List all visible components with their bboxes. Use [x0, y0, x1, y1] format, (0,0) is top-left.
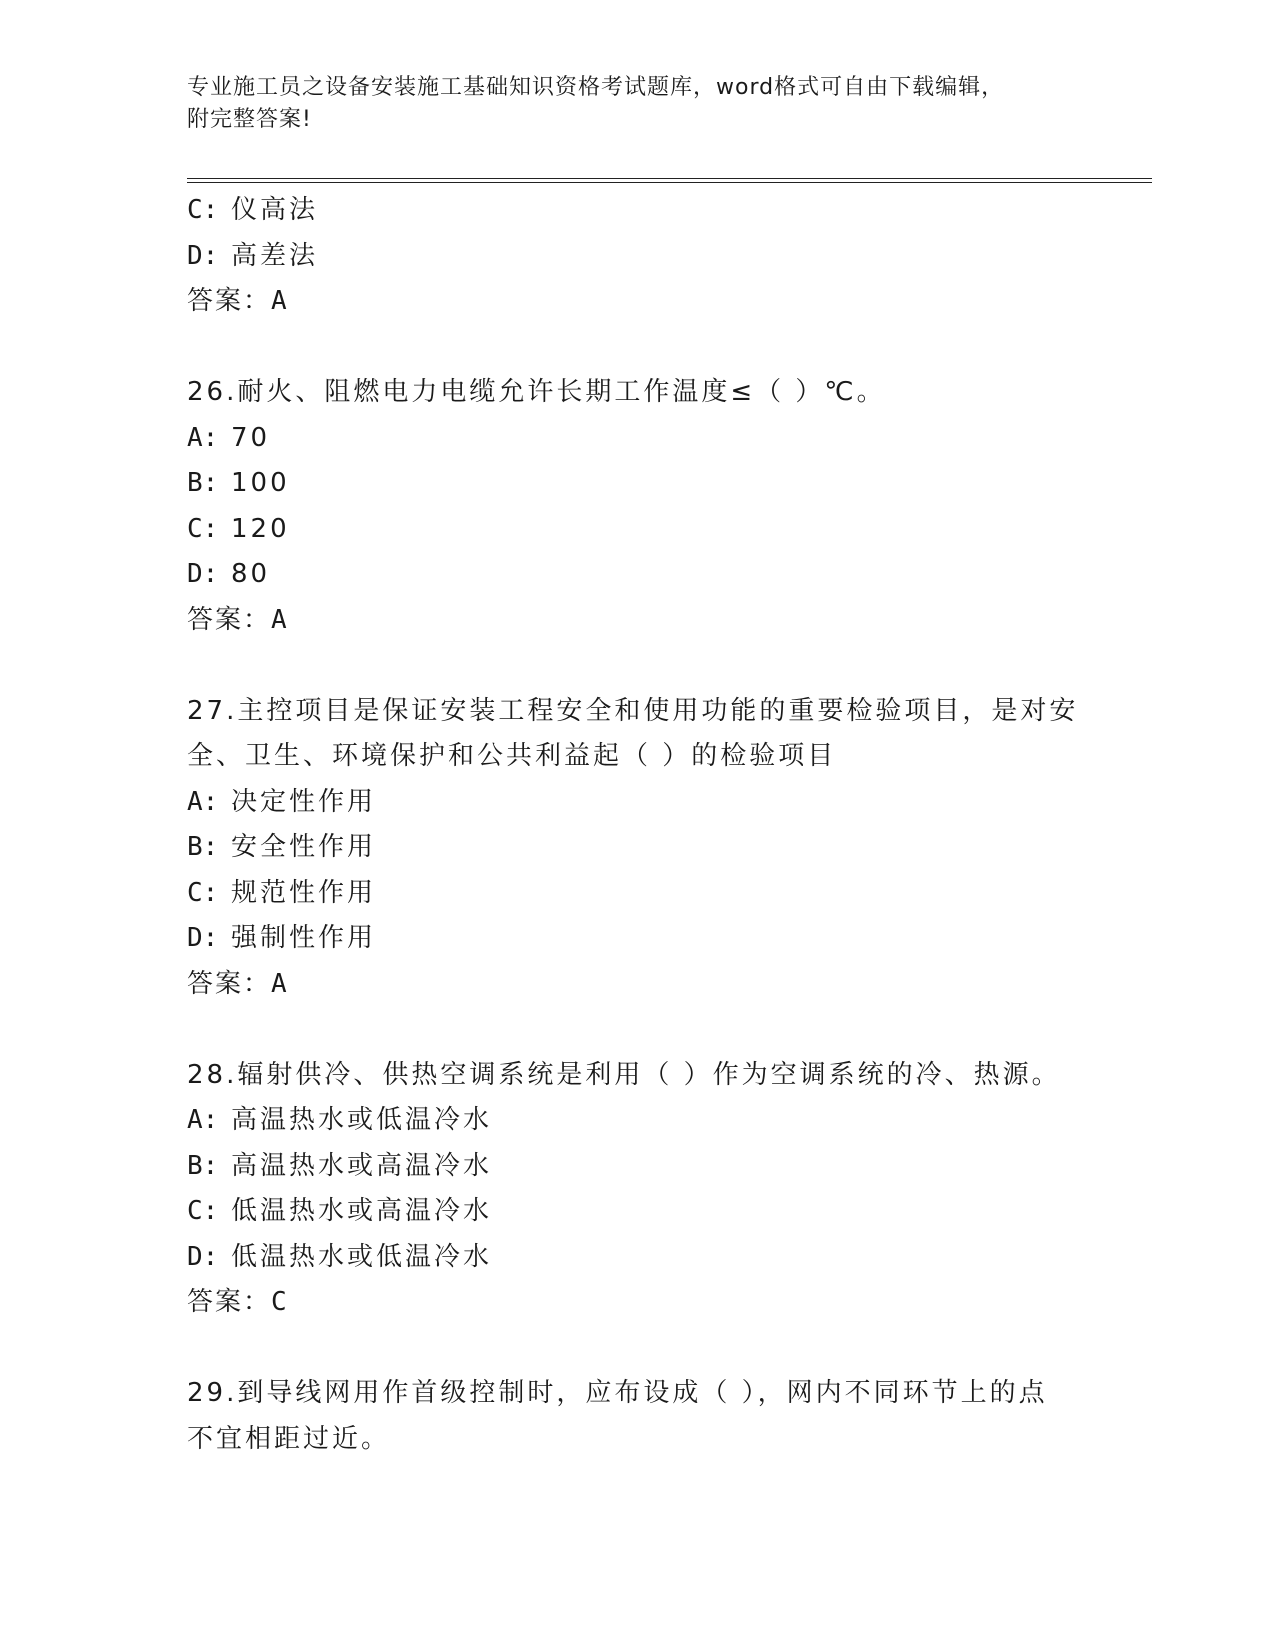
answer-value: A — [271, 286, 287, 316]
document-header — [187, 72, 1087, 136]
answer-value: A — [271, 604, 287, 635]
option-text: 100 — [231, 468, 290, 498]
answer-line — [187, 1280, 1087, 1326]
spacer — [187, 1326, 1087, 1372]
option-c — [187, 871, 1087, 917]
option-key: B: — [187, 1150, 219, 1181]
option-text: 规范性作用 — [231, 877, 377, 908]
option-d — [187, 1235, 1087, 1281]
option-b — [187, 1144, 1087, 1190]
option-text: 决定性作用 — [231, 786, 377, 817]
answer-line — [187, 279, 1087, 325]
answer-label: 答案： — [187, 286, 272, 316]
option-a — [187, 780, 1087, 826]
spacer — [187, 643, 1087, 689]
option-text: 高温热水或低温冷水 — [231, 1105, 493, 1135]
spacer — [187, 1007, 1087, 1053]
option-text: 70 — [231, 422, 271, 453]
question-block-26 — [187, 370, 1087, 643]
question-stem-line-2: 全、卫生、环境保护和公共利益起（ ）的检验项目 — [187, 741, 837, 771]
option-key: B: — [187, 468, 219, 498]
spacer — [187, 325, 1087, 371]
answer-label: 答案： — [187, 968, 272, 999]
option-a — [187, 416, 1087, 462]
option-d — [187, 916, 1087, 962]
option-text: 安全性作用 — [231, 832, 377, 862]
option-c — [187, 188, 1087, 234]
option-key: A: — [187, 786, 219, 817]
option-key: C: — [187, 513, 219, 544]
option-key: C: — [187, 1196, 219, 1226]
question-stem: 26.耐火、阻燃电力电缆允许长期工作温度≤（ ）℃。 — [187, 377, 886, 407]
option-d — [187, 234, 1087, 280]
answer-line — [187, 962, 1087, 1008]
option-text: 120 — [231, 513, 290, 544]
option-key: A: — [187, 422, 219, 453]
option-key: A: — [187, 1105, 219, 1135]
question-block-29 — [187, 1371, 1087, 1462]
option-text: 低温热水或高温冷水 — [231, 1196, 493, 1226]
header-divider-top — [187, 178, 1152, 179]
question-stem-line-1: 27.主控项目是保证安装工程安全和使用功能的重要检验项目，是对安 — [187, 695, 1079, 726]
option-c — [187, 1189, 1087, 1235]
option-text: 高温热水或高温冷水 — [231, 1150, 493, 1181]
option-text: 仪高法 — [231, 195, 319, 225]
answer-label: 答案： — [187, 604, 272, 635]
question-list — [187, 188, 1087, 1462]
option-text: 高差法 — [231, 240, 319, 271]
option-key: D: — [187, 923, 219, 953]
header-line-1: 专业施工员之设备安装施工基础知识资格考试题库，word格式可自由下载编辑， — [187, 75, 1005, 100]
answer-value: C — [271, 1287, 287, 1317]
option-b — [187, 461, 1087, 507]
header-divider-bottom — [187, 182, 1152, 183]
question-stem: 28.辐射供冷、供热空调系统是利用（ ）作为空调系统的冷、热源。 — [187, 1059, 1061, 1090]
option-text: 80 — [231, 559, 271, 589]
option-key: D: — [187, 240, 219, 271]
option-a — [187, 1098, 1087, 1144]
option-d — [187, 552, 1087, 598]
answer-line — [187, 598, 1087, 644]
option-b — [187, 825, 1087, 871]
question-stem-line-2: 不宜相距过近。 — [187, 1423, 391, 1454]
option-key: D: — [187, 1241, 219, 1272]
option-key: C: — [187, 877, 219, 908]
option-text: 低温热水或低温冷水 — [231, 1241, 493, 1272]
option-c — [187, 507, 1087, 553]
question-block-prev — [187, 188, 1087, 325]
option-text: 强制性作用 — [231, 923, 377, 953]
question-block-27 — [187, 689, 1087, 1008]
option-key: D: — [187, 559, 219, 589]
question-block-28 — [187, 1053, 1087, 1326]
answer-label: 答案： — [187, 1287, 272, 1317]
question-stem-line-1: 29.到导线网用作首级控制时，应布设成（ ），网内不同环节上的点 — [187, 1378, 1048, 1408]
option-key: C: — [187, 195, 219, 225]
header-line-2: 附完整答案! — [187, 107, 312, 132]
answer-value: A — [271, 968, 287, 999]
option-key: B: — [187, 832, 219, 862]
